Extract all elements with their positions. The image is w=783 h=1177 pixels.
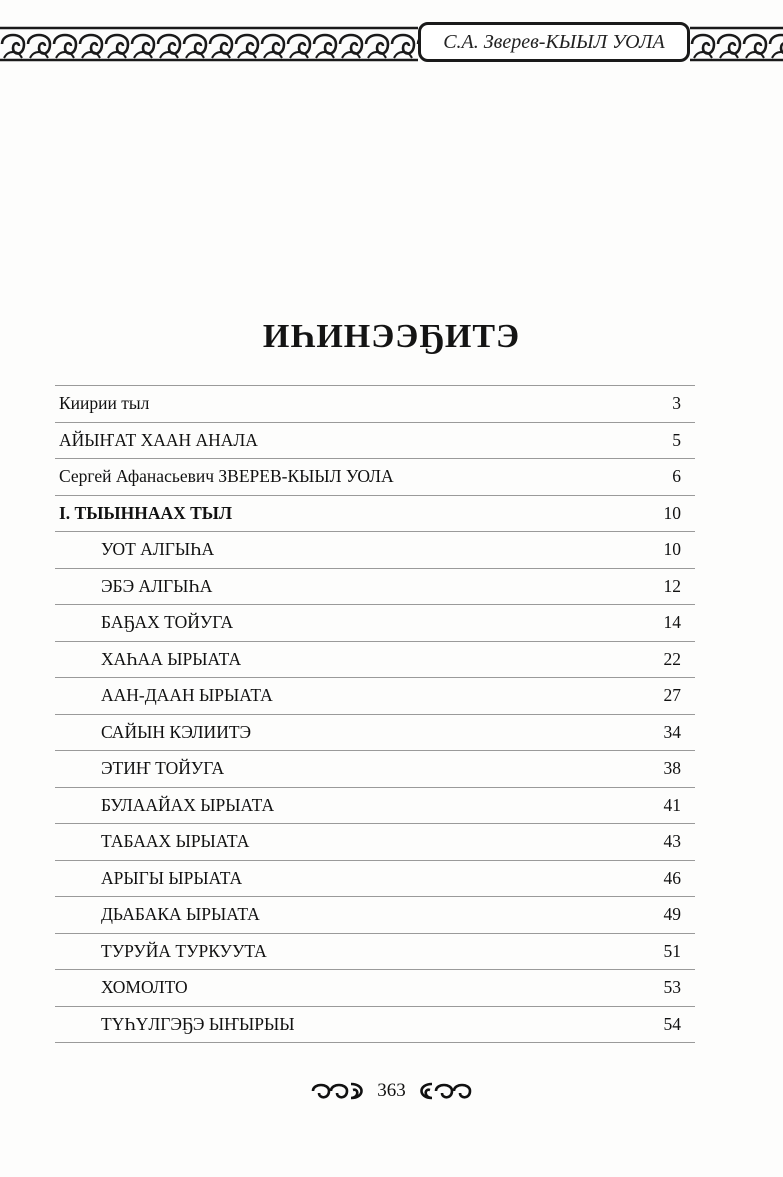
- toc-row: [55, 386, 695, 423]
- toc-page: 41: [663, 794, 681, 815]
- toc-page: 27: [663, 685, 681, 706]
- page-number: 363: [377, 1080, 406, 1101]
- toc-row: [55, 678, 695, 715]
- toc-label: ЭБЭ АЛГЫҺА: [101, 575, 213, 596]
- toc-label: ЭТИҤ ТОЙУГА: [101, 758, 225, 779]
- toc-row: [55, 934, 695, 971]
- toc-row: [55, 824, 695, 861]
- table-of-contents: [55, 385, 695, 1043]
- toc-label: АЙЫҤАТ ХААН АНАЛА: [59, 429, 258, 450]
- toc-label: БУЛААЙАХ ЫРЫАТА: [101, 794, 275, 815]
- toc-row: [55, 1007, 695, 1044]
- toc-label: ХОМОЛТО: [101, 977, 188, 998]
- toc-page: 12: [663, 575, 681, 596]
- toc-row: [55, 861, 695, 898]
- toc-page: 34: [663, 721, 681, 742]
- toc-page: 6: [672, 466, 681, 487]
- toc-row: [55, 532, 695, 569]
- toc-row: [55, 569, 695, 606]
- toc-row: [55, 715, 695, 752]
- toc-label: Сергей Афанасьевич ЗВЕРЕВ-КЫЫЛ УОЛА: [59, 466, 394, 487]
- toc-page: 51: [663, 940, 681, 961]
- running-title: С.А. Зверев-КЫЫЛ УОЛА: [443, 30, 665, 53]
- toc-page: 38: [663, 758, 681, 779]
- toc-label: ТУРУЙА ТУРКУУТА: [101, 940, 267, 961]
- ornament-left-icon: [0, 22, 418, 66]
- toc-label: ХАҺАА ЫРЫАТА: [101, 648, 242, 669]
- toc-label: ААН-ДААН ЫРЫАТА: [101, 685, 273, 706]
- toc-page: 49: [663, 904, 681, 925]
- toc-label: ДЬАБАКА ЫРЫАТА: [101, 904, 260, 925]
- toc-page: 14: [663, 612, 681, 633]
- running-header: [0, 22, 783, 66]
- page-title: ИҺИНЭЭҔИТЭ: [262, 318, 521, 355]
- toc-row: [55, 970, 695, 1007]
- toc-label: УОТ АЛГЫҺА: [101, 539, 215, 560]
- header-title-box: [418, 22, 690, 62]
- toc-label: АРЫГЫ ЫРЫАТА: [101, 867, 243, 888]
- toc-label: САЙЫН КЭЛИИТЭ: [101, 721, 252, 742]
- toc-label: ТАБААХ ЫРЫАТА: [101, 831, 250, 852]
- toc-page: 54: [663, 1013, 681, 1034]
- toc-page: 46: [663, 867, 681, 888]
- toc-row: [55, 459, 695, 496]
- toc-label: БАҔАХ ТОЙУГА: [101, 612, 234, 633]
- footer-ornament-right-icon: [412, 1080, 474, 1102]
- toc-page: 5: [672, 429, 681, 450]
- toc-row: [55, 605, 695, 642]
- footer-ornament-left-icon: [309, 1080, 371, 1102]
- toc-page: 43: [663, 831, 681, 852]
- toc-label: ТҮҺҮЛГЭҔЭ ЫҤЫРЫЫ: [101, 1013, 295, 1034]
- ornament-right-icon: [690, 22, 783, 66]
- page-footer: [0, 1080, 783, 1102]
- toc-row: [55, 751, 695, 788]
- toc-row: [55, 788, 695, 825]
- toc-page: 53: [663, 977, 681, 998]
- toc-page: 22: [663, 648, 681, 669]
- toc-row: [55, 423, 695, 460]
- toc-page: 10: [663, 502, 681, 523]
- toc-label: I. ТЫЫННААХ ТЫЛ: [59, 502, 233, 523]
- toc-section-row: [55, 496, 695, 533]
- toc-page: 3: [672, 393, 681, 414]
- toc-page: 10: [663, 539, 681, 560]
- toc-row: [55, 897, 695, 934]
- toc-row: [55, 642, 695, 679]
- toc-label: Киирии тыл: [59, 393, 150, 414]
